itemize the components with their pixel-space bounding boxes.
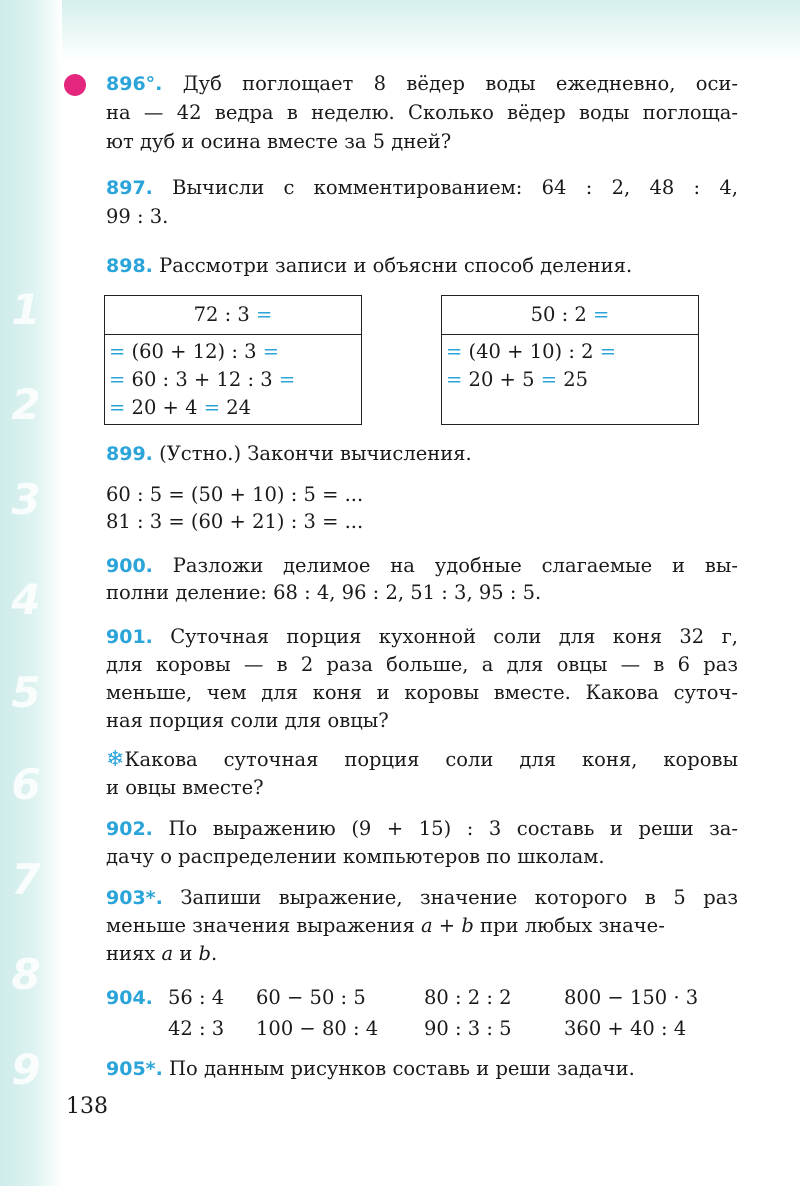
side-number: 3 <box>11 475 41 524</box>
problem-899-line: 899. (Устно.) Закончи вычисления. <box>106 442 472 465</box>
expr: 60 − 50 : 5 <box>256 986 366 1009</box>
box-line: = 20 + 4 = 24 <box>109 396 252 419</box>
problem-903-line: 903*. Запиши выражение, значение которого в 5 раз <box>106 886 738 909</box>
problem-900-line: полни деление: 68 : 4, 96 : 2, 51 : 3, 95 : 5. <box>106 581 542 604</box>
box-line: = (60 + 12) : 3 = <box>109 340 280 363</box>
division-example-box-1 <box>104 295 362 425</box>
side-number: 5 <box>11 668 41 717</box>
expr: 800 − 150 · 3 <box>564 986 699 1009</box>
problem-number: 899. <box>106 443 153 465</box>
problem-901-line: ная порция соли для овцы? <box>106 709 389 732</box>
problem-904-number <box>106 984 153 1012</box>
side-number: 2 <box>11 380 41 429</box>
expr: 90 : 3 : 5 <box>424 1017 512 1040</box>
box-head: 50 : 2 = <box>442 296 698 335</box>
expr: 42 : 3 <box>168 1017 225 1040</box>
problem-901-line: для коровы — в 2 раза больше, а для овцы — в 6 раз <box>106 653 738 676</box>
problem-number: 897. <box>106 177 153 199</box>
problem-896-line: на — 42 ведра в неделю. Сколько вёдер воды поглоща- <box>106 101 738 124</box>
problem-number: 904. <box>106 987 153 1009</box>
side-number: 8 <box>11 950 41 999</box>
problem-number: 896°. <box>106 73 163 95</box>
problem-number: 901. <box>106 626 153 648</box>
problem-903-line: меньше значения выражения a + b при любых значе- <box>106 914 665 937</box>
problem-903-line: ниях a и b. <box>106 942 218 965</box>
problem-number: 898. <box>106 255 153 277</box>
expr: 360 + 40 : 4 <box>564 1017 687 1040</box>
problem-901-extra-line: и овцы вместе? <box>106 776 264 799</box>
box-line: = 20 + 5 = 25 <box>446 368 589 391</box>
difficulty-bullet-icon <box>64 74 86 96</box>
box-line: = (40 + 10) : 2 = <box>446 340 617 363</box>
box-line: = 60 : 3 + 12 : 3 = <box>109 368 296 391</box>
expr: 56 : 4 <box>168 986 225 1009</box>
problem-number: 903*. <box>106 887 163 909</box>
problem-899-line: 81 : 3 = (60 + 21) : 3 = ... <box>106 510 364 533</box>
problem-number: 902. <box>106 818 153 840</box>
top-decor-band <box>0 0 800 62</box>
side-number: 4 <box>11 575 41 624</box>
problem-902-line: 902. По выражению (9 + 15) : 3 составь и реши за- <box>106 817 738 840</box>
problem-901-extra-line: ❄Какова суточная порция соли для коня, коровы <box>106 747 738 772</box>
problem-896-line: ют дуб и осина вместе за 5 дней? <box>106 130 452 153</box>
snowflake-icon: ❄ <box>106 747 125 772</box>
problem-897-line: 897. Вычисли с комментированием: 64 : 2, 48 : 4, <box>106 176 738 199</box>
problem-900-line: 900. Разложи делимое на удобные слагаемые и вы- <box>106 554 738 577</box>
problem-897-line: 99 : 3. <box>106 205 169 228</box>
page-number: 138 <box>66 1094 108 1119</box>
problem-number: 905*. <box>106 1058 163 1080</box>
expr: 100 − 80 : 4 <box>256 1017 379 1040</box>
side-number: 6 <box>11 760 41 809</box>
expr: 80 : 2 : 2 <box>424 986 512 1009</box>
problem-902-line: дачу о распределении компьютеров по школам. <box>106 845 605 868</box>
side-number: 7 <box>11 855 41 904</box>
box-head: 72 : 3 = <box>105 296 361 335</box>
problem-number: 900. <box>106 555 153 577</box>
problem-899-line: 60 : 5 = (50 + 10) : 5 = ... <box>106 483 364 506</box>
problem-901-line: меньше, чем для коня и коровы вместе. Какова суточ- <box>106 681 738 704</box>
problem-896-line: 896°. Дуб поглощает 8 вёдер воды ежедневно, оси- <box>106 72 739 95</box>
side-number: 1 <box>11 285 41 334</box>
problem-898-line: 898. Рассмотри записи и объясни способ деления. <box>106 254 633 277</box>
side-number: 9 <box>11 1045 41 1094</box>
problem-901-line: 901. Суточная порция кухонной соли для коня 32 г, <box>106 625 738 648</box>
division-example-box-2 <box>441 295 699 425</box>
problem-905-line: 905*. По данным рисунков составь и реши задачи. <box>106 1057 635 1080</box>
